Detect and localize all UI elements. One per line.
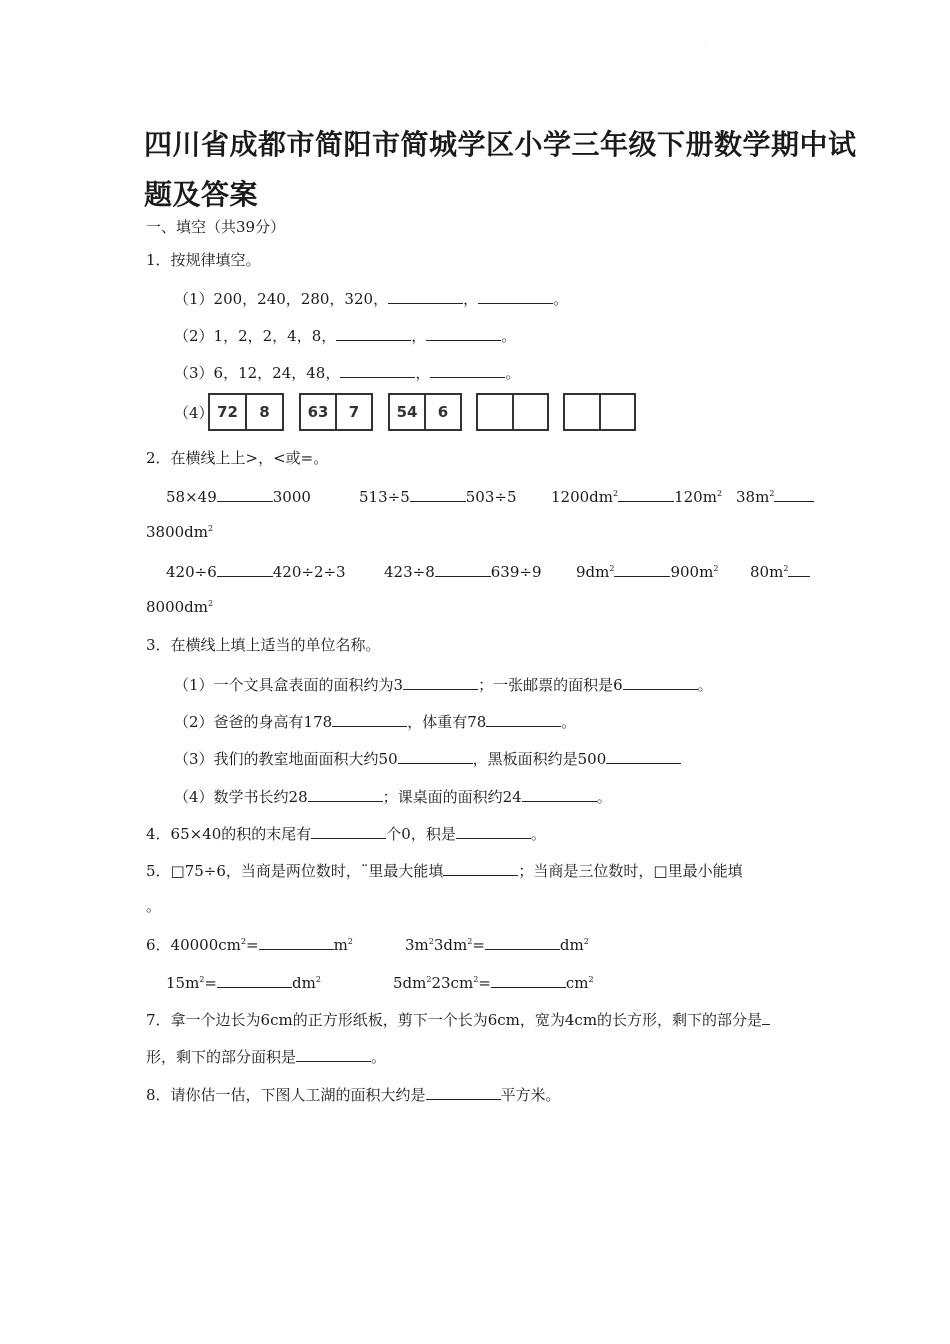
answer-blank[interactable] <box>426 1083 501 1100</box>
box-cell: 72 <box>217 403 238 421</box>
answer-blank[interactable] <box>217 971 292 988</box>
answer-blank[interactable] <box>788 560 810 577</box>
answer-blank[interactable] <box>340 361 415 378</box>
answer-blank[interactable] <box>296 1045 371 1062</box>
pattern-box <box>208 393 284 431</box>
q6-d: $5dm^223cm^2= cm^2$ <box>393 971 594 993</box>
box-cell[interactable] <box>565 395 599 429</box>
q3-line1: （1）一个文具盒表面的面积约为3 ；一张邮票的面积是6 。 <box>174 673 713 695</box>
q2-h: $80m^2$ <box>750 560 810 582</box>
answer-blank[interactable] <box>259 933 334 950</box>
q1-part1: （1）200，240，280，320， ， 。 <box>174 287 568 309</box>
answer-blank[interactable] <box>217 485 273 502</box>
answer-blank[interactable] <box>426 324 501 341</box>
answer-blank[interactable] <box>311 822 386 839</box>
q6-b: $3m^23dm^2= dm^2$ <box>405 933 589 955</box>
q7: 7．拿一个边长为6cm的正方形纸板，剪下一个长为6cm，宽为4cm的长方形，剩下的部分是 <box>146 1008 770 1030</box>
answer-blank[interactable] <box>388 287 463 304</box>
q2-h-cont: $8000dm^2$ <box>146 598 214 616</box>
answer-blank[interactable] <box>614 560 670 577</box>
answer-blank[interactable] <box>398 747 473 764</box>
q1-part2: （2）1，2，2，4，8， ， 。 <box>174 324 516 346</box>
q2-c: $1200dm^2$ $120m^2$ <box>551 485 722 507</box>
answer-blank[interactable] <box>618 485 674 502</box>
q4: 4．65×40的积的末尾有 个0，积是 。 <box>146 822 546 844</box>
box-cell[interactable] <box>599 395 635 429</box>
q2-e: 420÷6 420÷2÷3 <box>166 560 346 582</box>
answer-blank[interactable] <box>336 324 411 341</box>
box-cell: 8 <box>245 395 282 429</box>
answer-blank[interactable] <box>606 747 681 764</box>
answer-blank[interactable] <box>403 673 478 690</box>
answer-blank[interactable] <box>308 785 383 802</box>
answer-blank[interactable] <box>491 971 566 988</box>
box-cell: 7 <box>335 395 371 429</box>
q1-part4-label: （4） <box>174 404 214 422</box>
q3-line4: （4）数学书长约28 ；课桌面的面积约24 。 <box>174 785 612 807</box>
answer-blank[interactable] <box>435 560 491 577</box>
box-cell: 6 <box>424 395 460 429</box>
box-cell: 63 <box>307 403 329 421</box>
pattern-box <box>388 393 462 431</box>
q2-b: 513÷5 503÷5 <box>359 485 517 507</box>
section-heading: 一、填空（共39分） <box>146 218 286 236</box>
q2-d: $38m^2$ <box>736 485 814 507</box>
q2-d-cont: $3800dm^2$ <box>146 523 214 541</box>
q3-line3: （3）我们的教室地面面积大约50 ，黑板面积约是500 <box>174 747 681 769</box>
q2-f: 423÷8 639÷9 <box>384 560 542 582</box>
answer-blank[interactable] <box>456 822 531 839</box>
q1-part3: （3）6，12，24，48， ， 。 <box>174 361 520 383</box>
q6-a: 6．$40000cm^2= m^2$ <box>146 933 353 955</box>
q8: 8．请你估一估，下图人工湖的面积大约是 平方米。 <box>146 1083 561 1105</box>
pattern-box-empty[interactable] <box>563 393 636 431</box>
q7-cont: 形，剩下的部分面积是 。 <box>146 1045 386 1067</box>
answer-blank[interactable] <box>478 287 553 304</box>
box-cell[interactable] <box>478 395 512 429</box>
answer-blank[interactable] <box>762 1008 770 1025</box>
answer-blank[interactable] <box>332 710 407 727</box>
answer-blank[interactable] <box>443 859 518 876</box>
q6-c: $15m^2= dm^2$ <box>166 971 321 993</box>
q5-cont: 。 <box>146 897 162 915</box>
q3-stem: 3．在横线上填上适当的单位名称。 <box>146 636 381 654</box>
q1-stem: 1．按规律填空。 <box>146 251 261 269</box>
answer-blank[interactable] <box>430 361 505 378</box>
box-cell[interactable] <box>512 395 548 429</box>
box-cell: 54 <box>396 403 418 421</box>
title-line-2: 题及答案 <box>144 178 259 211</box>
q3-line2: （2）爸爸的身高有178 ，体重有78 。 <box>174 710 576 732</box>
q2-a: 58×49 3000 <box>166 485 311 507</box>
answer-blank[interactable] <box>774 485 814 502</box>
pattern-box <box>299 393 373 431</box>
answer-blank[interactable] <box>485 933 560 950</box>
pattern-box-empty[interactable] <box>476 393 549 431</box>
answer-blank[interactable] <box>486 710 561 727</box>
answer-blank[interactable] <box>410 485 466 502</box>
q2-g: $9dm^2$ $900m^2$ <box>576 560 718 582</box>
q2-stem: 2．在横线上上>，<或=。 <box>146 449 329 467</box>
corner-mark: · <box>705 44 707 51</box>
answer-blank[interactable] <box>522 785 597 802</box>
q5: 5．□75÷6，当商是两位数时，¨里最大能填 ；当商是三位数时，□里最小能填 <box>146 859 743 881</box>
answer-blank[interactable] <box>623 673 698 690</box>
answer-blank[interactable] <box>217 560 273 577</box>
title-line-1: 四川省成都市简阳市简城学区小学三年级下册数学期中试 <box>144 128 857 161</box>
